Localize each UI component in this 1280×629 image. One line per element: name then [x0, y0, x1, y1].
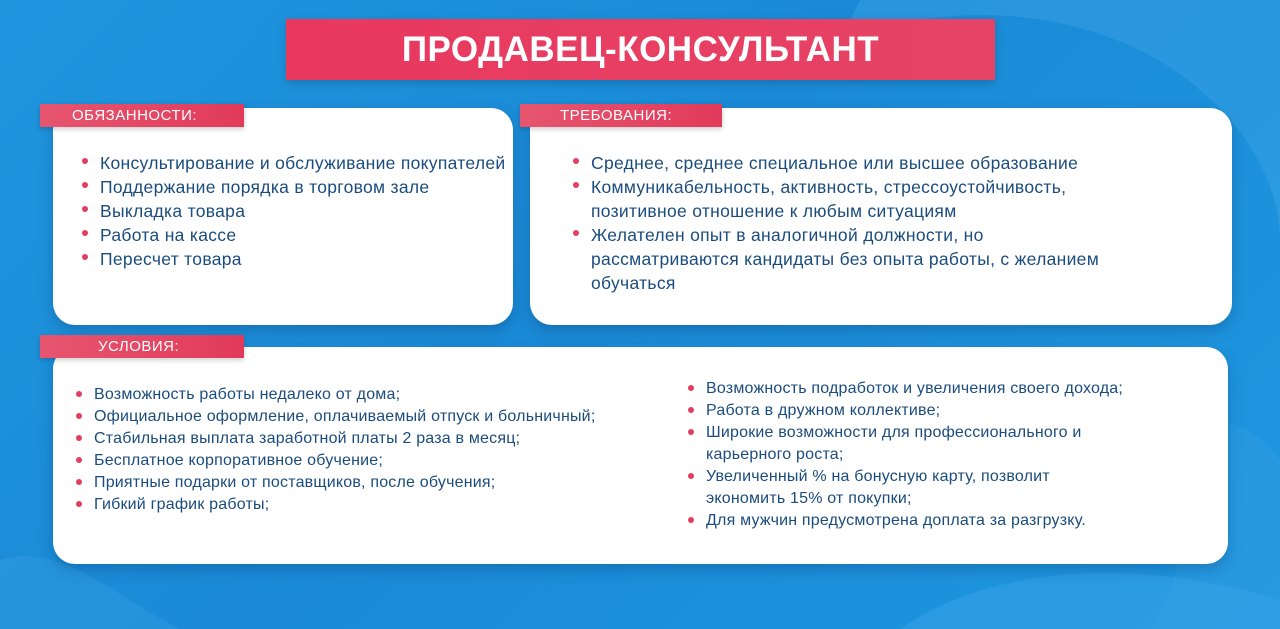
list-item: Выкладка товара: [82, 199, 507, 223]
requirements-list: [573, 151, 1228, 295]
list-item: Официальное оформление, оплачиваемый отпуск и больничный;: [76, 406, 691, 428]
list-item: Увеличенный % на бонусную карту, позволит экономить 15% от покупки;: [688, 466, 1118, 510]
list-item: Широкие возможности для профессионального и карьерного роста;: [688, 422, 1148, 466]
list-item: Бесплатное корпоративное обучение;: [76, 450, 691, 472]
list-item: Гибкий график работы;: [76, 494, 691, 516]
list-item: Поддержание порядка в торговом зале: [82, 175, 507, 199]
list-item: Консультирование и обслуживание покупателей: [82, 151, 507, 175]
list-item: Возможность работы недалеко от дома;: [76, 384, 691, 406]
list-item: Коммуникабельность, активность, стрессоустойчивость, позитивное отношение к любым ситуациям: [573, 175, 1163, 223]
duties-label: ОБЯЗАННОСТИ:: [40, 104, 244, 127]
conditions-label: УСЛОВИЯ:: [40, 335, 244, 358]
duties-list: [82, 151, 507, 271]
list-item: Пересчет товара: [82, 247, 507, 271]
conditions-left-list: [76, 384, 691, 516]
conditions-right-list: [688, 378, 1223, 532]
list-item: Работа на кассе: [82, 223, 507, 247]
list-item: Приятные подарки от поставщиков, после обучения;: [76, 472, 691, 494]
list-item: Стабильная выплата заработной платы 2 раза в месяц;: [76, 428, 691, 450]
list-item: Работа в дружном коллективе;: [688, 400, 1223, 422]
page-title: ПРОДАВЕЦ-КОНСУЛЬТАНТ: [286, 19, 995, 80]
list-item: Для мужчин предусмотрена доплата за разгрузку.: [688, 510, 1223, 532]
list-item: Среднее, среднее специальное или высшее образование: [573, 151, 1228, 175]
list-item: Возможность подработок и увеличения своего дохода;: [688, 378, 1223, 400]
list-item: Желателен опыт в аналогичной должности, но рассматриваются кандидаты без опыта работы, с желанием обучаться: [573, 223, 1113, 295]
requirements-label: ТРЕБОВАНИЯ:: [520, 104, 722, 127]
